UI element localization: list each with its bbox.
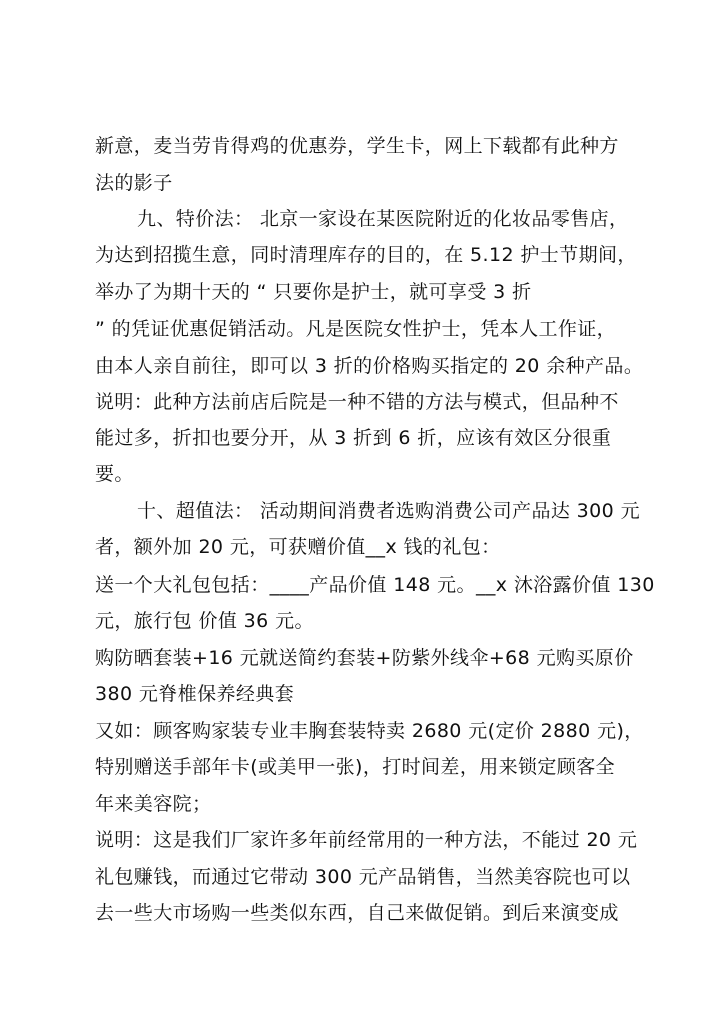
text-line: 为达到招揽生意，同时清理库存的目的，在 5.12 护士节期间， xyxy=(95,244,637,266)
text-line: 要。 xyxy=(95,463,134,485)
section-heading-line: 十、超值法： 活动期间消费者选购消费公司产品达 300 元 xyxy=(137,500,640,522)
text-line: 法的影子 xyxy=(95,172,173,194)
text-line: 年来美容院； xyxy=(95,793,212,815)
text-line: 购防晒套装+16 元就送简约套装+防紫外线伞+68 元购买原价 xyxy=(95,647,634,669)
text-line: 礼包赚钱，而通过它带动 300 元产品销售，当然美容院也可以 xyxy=(95,866,631,888)
text-line: 新意，麦当劳肯得鸡的优惠券，学生卡，网上下载都有此种方 xyxy=(95,135,619,157)
text-line: 380 元脊椎保养经典套 xyxy=(95,683,295,705)
text-line: 说明：此种方法前店后院是一种不错的方法与模式，但品种不 xyxy=(95,391,619,413)
text-line: 者，额外加 20 元，可获赠价值__x 钱的礼包： xyxy=(95,536,501,558)
section-heading-line: 九、特价法： 北京一家设在某医院附近的化妆品零售店， xyxy=(137,208,629,230)
text-line: ” 的凭证优惠促销活动。凡是医院女性护士，凭本人工作证， xyxy=(95,318,617,340)
text-line: 特别赠送手部年卡(或美甲一张)，打时间差，用来锁定顾客全 xyxy=(95,756,616,778)
text-line: 去一些大市场购一些类似东西，自己来做促销。到后来演变成 xyxy=(95,902,619,924)
text-line: 说明：这是我们厂家许多年前经常用的一种方法，不能过 20 元 xyxy=(95,829,638,851)
text-line: 由本人亲自前往，即可以 3 折的价格购买指定的 20 余种产品。 xyxy=(95,355,644,377)
text-line: 举办了为期十天的 “ 只要你是护士，就可享受 3 折 xyxy=(95,281,532,303)
text-line: 元，旅行包 价值 36 元。 xyxy=(95,610,314,632)
text-line: 送一个大礼包包括：____产品价值 148 元。__x 沐浴露价值 130 xyxy=(95,574,655,596)
text-line: 能过多，折扣也要分开，从 3 折到 6 折，应该有效区分很重 xyxy=(95,427,612,449)
text-line: 又如：顾客购家装专业丰胸套装特卖 2680 元(定价 2880 元)， xyxy=(95,720,644,742)
